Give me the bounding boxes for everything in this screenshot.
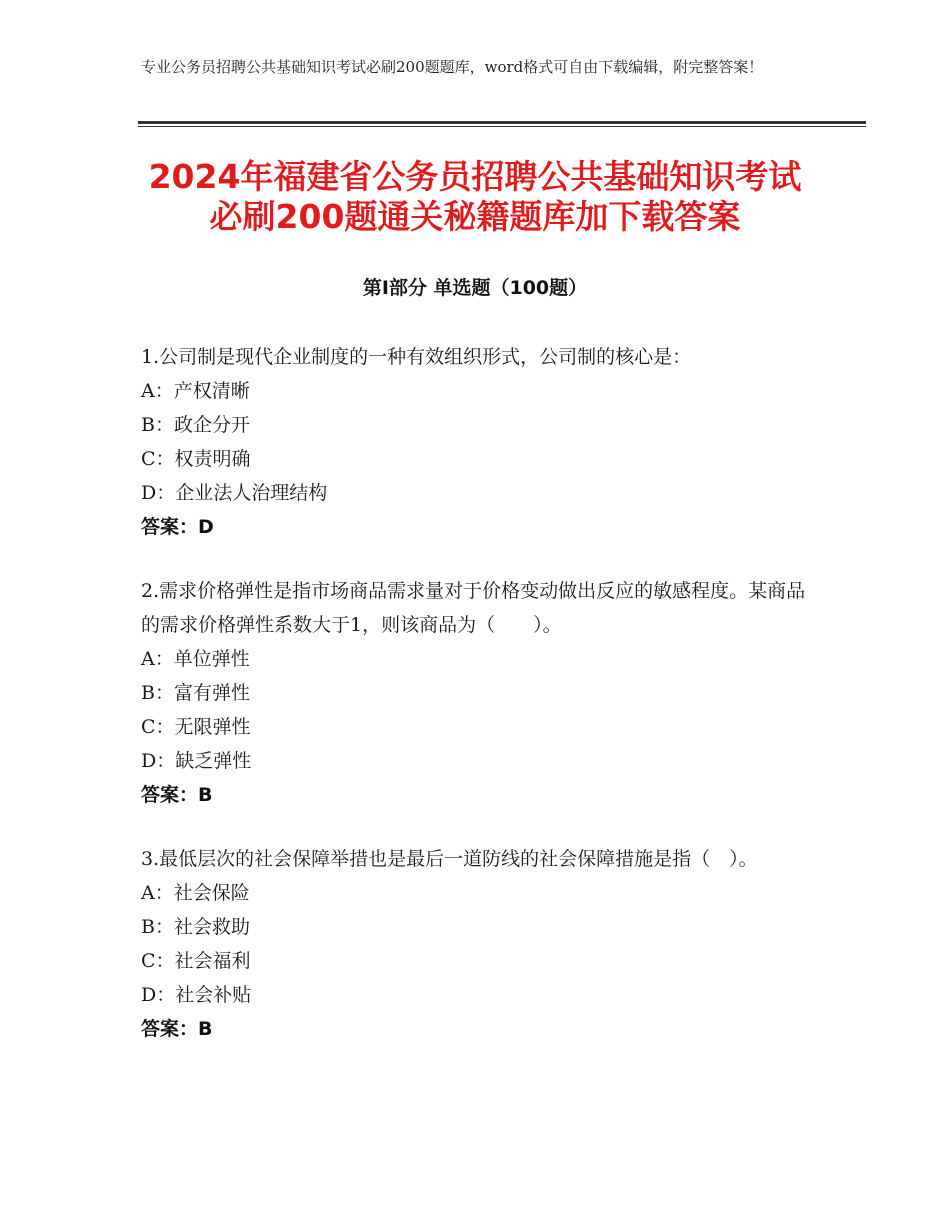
option-a: A：产权清晰 bbox=[141, 380, 250, 402]
answer: 答案：B bbox=[141, 784, 213, 806]
header-rule-thick bbox=[138, 121, 866, 124]
option-c: C：权责明确 bbox=[141, 448, 251, 470]
option-b: B：社会救助 bbox=[141, 916, 250, 938]
question-list bbox=[141, 340, 811, 1076]
option-a: A：社会保险 bbox=[141, 882, 250, 904]
header-rule-thin bbox=[138, 126, 866, 127]
option-a: A：单位弹性 bbox=[141, 648, 250, 670]
answer: 答案：B bbox=[141, 1018, 213, 1040]
title-line-1: 2024年福建省公务员招聘公共基础知识考试 bbox=[148, 157, 802, 196]
question-text: 3.最低层次的社会保障举措也是最后一道防线的社会保障措施是指（ ）。 bbox=[141, 848, 758, 870]
question-2 bbox=[141, 574, 811, 812]
question-text: 2.需求价格弹性是指市场商品需求量对于价格变动做出反应的敏感程度。某商品的需求价格弹性系数大于1，则该商品为（ ）。 bbox=[141, 580, 806, 636]
title-line-2: 必刷200题通关秘籍题库加下载答案 bbox=[209, 197, 741, 236]
section-heading: 第Ⅰ部分 单选题（100题） bbox=[362, 277, 588, 299]
option-b: B：政企分开 bbox=[141, 414, 250, 436]
question-text: 1.公司制是现代企业制度的一种有效组织形式，公司制的核心是： bbox=[141, 346, 692, 368]
option-c: C：无限弹性 bbox=[141, 716, 251, 738]
option-c: C：社会福利 bbox=[141, 950, 251, 972]
question-3 bbox=[141, 842, 811, 1046]
answer: 答案：D bbox=[141, 516, 214, 538]
option-b: B：富有弹性 bbox=[141, 682, 250, 704]
option-d: D：社会补贴 bbox=[141, 984, 252, 1006]
option-d: D：企业法人治理结构 bbox=[141, 482, 328, 504]
document-title bbox=[0, 157, 950, 237]
option-d: D：缺乏弹性 bbox=[141, 750, 252, 772]
question-1 bbox=[141, 340, 811, 544]
header-note: 专业公务员招聘公共基础知识考试必刷200题题库，word格式可自由下载编辑，附完整答案！ bbox=[141, 58, 764, 76]
